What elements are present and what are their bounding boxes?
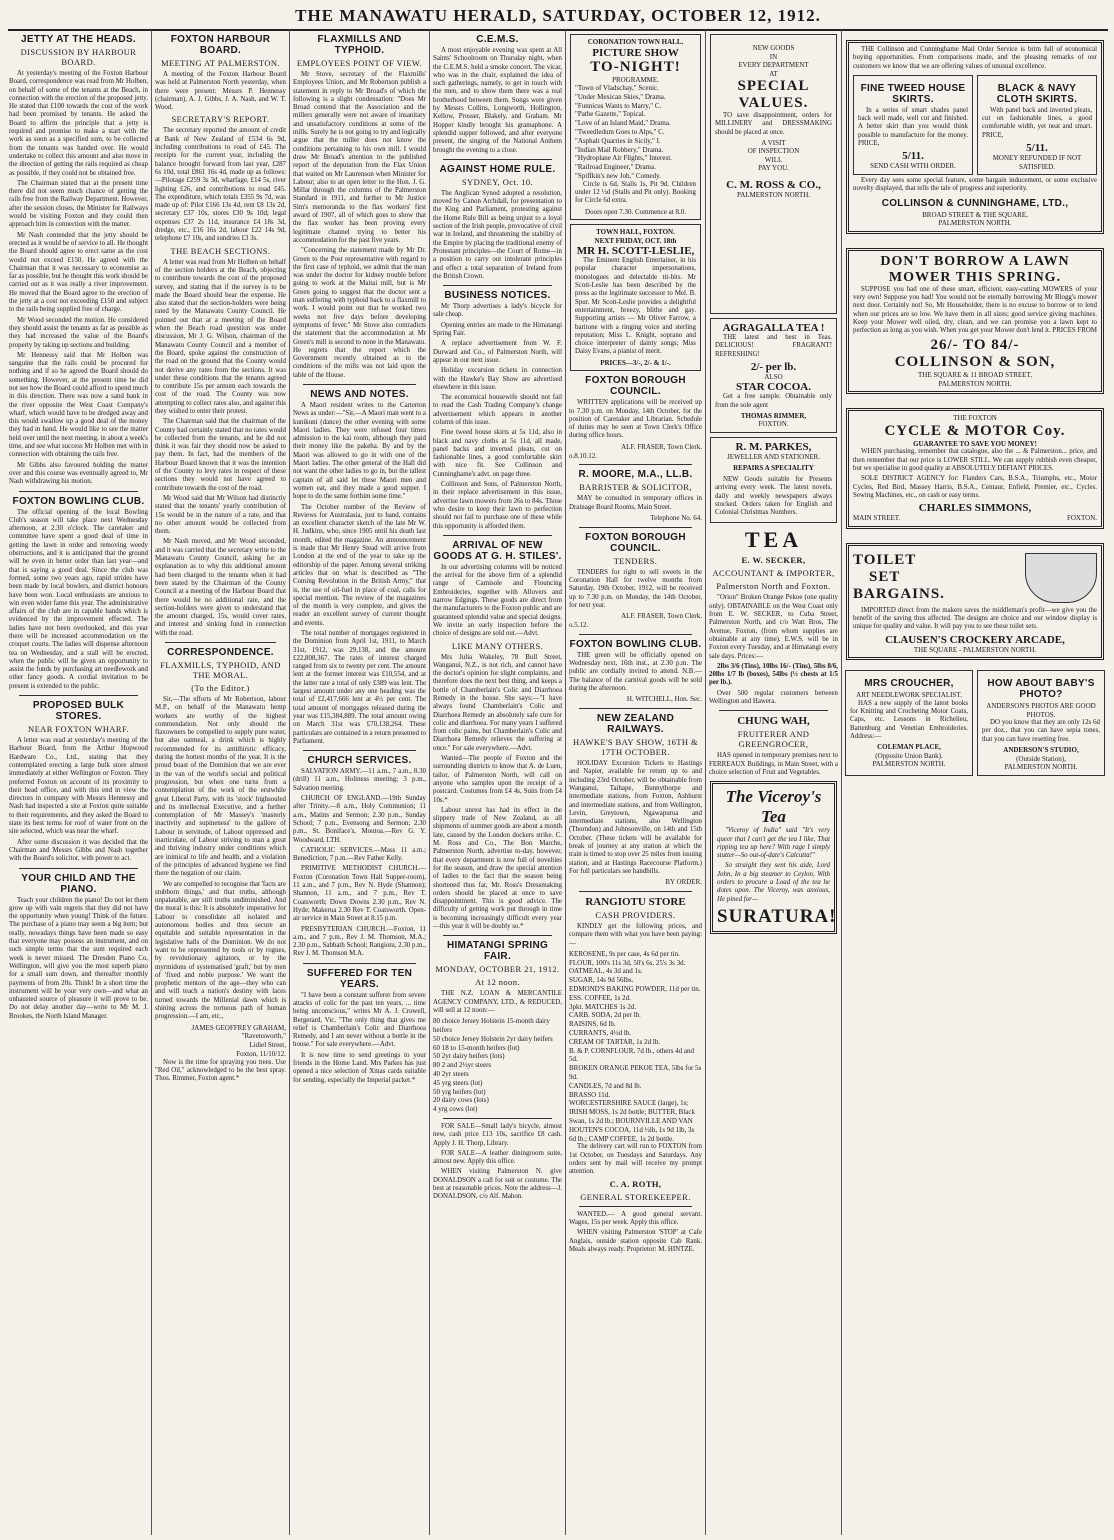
ad-price: 2/- per lb. bbox=[750, 360, 797, 373]
paragraph: Mr Hennessy said that Mr Holben was sanguine that the rails could be procured for nothing and if so he agreed the Board should do something. However, at the present time he did not see how the Board could afford to spend much in this direction. There was now a sand bank in the river opposite the West Coast Company's wharf, which would have to be dredged away and this would swallow up a good deal of the money they had in hand. He would like to see the matter held over until the next meeting, in about a week's time, and see what success Mr Holben met with in connection with obtaining the rails free. bbox=[9, 351, 148, 459]
list-item: 80 choice Jersey Holstein 15-month dairy heifers bbox=[433, 1017, 550, 1034]
list-item: 80 2 and 2½yr steers bbox=[433, 1061, 492, 1070]
paragraph: "Orion" Broken Orange Pekoe (one quality only). OBTAINABLE on the West Coast only from E. W. SECKER, to Cuba Street, Palmerston North, and c/o Watt Bros, The Avenue, Foxton, (from whom supplies are obtainable at any time). E.W.S. will be in Foxton every Tuesday, and at Himatangi every sale days. Prices:— bbox=[709, 594, 838, 660]
ad-collinson-cunninghame bbox=[846, 40, 1104, 234]
paragraph: "Concerning the statement made by Mr Dr. Green to the Post representative with regard to the first case of typhoid, we admit that the man was under the doctor for kidney trouble before going to work at the Maitai mill, but is Mr Green going to suggest that the doctor sent a man suffering with typhoid back to a flaxmill to work. I would point out that he worked two weeks not five days before developing symptoms of fever." Mr Stove also contradicts the statement that the accommodation at Mr Green's mill is second to none in the Manawatu. He regrets that the report which the Government recently obtained as to the conditions of the mills was not laid upon the table of the House. bbox=[293, 247, 426, 379]
paragraph: Mr Wood seconded the motion. He considered they should assist the tenants as far as possible as they had increased the value of the Board's property by taking up sections and building. bbox=[9, 316, 148, 349]
paragraph: Mr Nash moved, and Mr Wood seconded, and it was carried that the secretary write to the Manawatu County Council, asking for an explanation as to why this additional amount had been charged to the tenants when it had been stated by the Chairman of the County Council at a meeting of the Harbour Board that there would be no additional rate, and the section-holders were given to understand that the amount charged, 15s, would cover rates, and interest and sinking fund in connection with the road. bbox=[155, 538, 286, 637]
notice-title: RANGIOTU STORE bbox=[585, 896, 686, 908]
signature: GENERAL STOREKEEPER. bbox=[580, 1191, 691, 1202]
headline-bulk-stores: PROPOSED BULK STORES. bbox=[32, 700, 125, 723]
ad-headline: CYCLE & MOTOR Coy. bbox=[884, 422, 1066, 439]
paragraph: Mr Thorp advertises a lady's bicycle for sale cheap. bbox=[433, 303, 562, 319]
ad-price: 26/- TO 84/- bbox=[930, 337, 1020, 354]
paragraph: Holiday excursion tickets in connection with the Hawke's Bay Show are advertised elsewhere in this issue. bbox=[433, 367, 562, 391]
ad-headline: HOW ABOUT BABY'S PHOTO? bbox=[987, 678, 1095, 701]
paragraph: SALVATION ARMY.—11 a.m., 7 a.m., 8.30 (drill) 11 a.m., Holiness meeting; 3 p.m., Salvation meeting. bbox=[293, 768, 426, 792]
ad-line: ALSO bbox=[764, 372, 783, 381]
ad-parkes bbox=[710, 437, 837, 523]
headline-spring-fair: HIMATANGI SPRING FAIR. bbox=[446, 940, 549, 963]
list-item: B. & P. CORNFLOUR, 7d lb., others 4d and 5d. bbox=[569, 1046, 695, 1064]
ad-name: THOMAS RIMMER, bbox=[740, 411, 807, 420]
column-1 bbox=[6, 30, 152, 1535]
ad-name: CHARLES SIMMONS, bbox=[918, 502, 1032, 515]
subhead: THE BEACH SECTIONS. bbox=[170, 245, 271, 256]
list-item: "Love of an Island Maid," Drama. bbox=[575, 119, 671, 128]
paragraph: Fine tweed house skirts at 5s 11d, also in black and navy cloths at 5s 11d, all made, panel backs and inverted pleats, cut on fashionable lines, a good comfortable skirt with nice fit. See Collinson and Cunninghame's advt. on page three. bbox=[433, 429, 562, 478]
ad-headline: CHUNG WAH, bbox=[737, 715, 810, 728]
signature: ALF. FRASER, Town Clerk. bbox=[621, 612, 702, 621]
ad-title: TOWN HALL, FOXTON. bbox=[596, 228, 675, 237]
subhead: EMPLOYEES POINT OF VIEW. bbox=[296, 58, 423, 68]
telephone: Telephone No. 64. bbox=[650, 513, 702, 522]
paragraph: Opening entries are made to the Himatangi Spring Fair. bbox=[433, 321, 562, 338]
ad-subhead: GUARANTEE TO SAVE YOU MONEY! bbox=[913, 439, 1037, 448]
list-item: SUGAR, 14s 9d 56lbs. bbox=[569, 976, 634, 985]
paragraph: Get a free sample. Obtainable only from the sole agent bbox=[715, 393, 832, 409]
ad-viceroy-tea bbox=[710, 781, 837, 934]
list-item: 60 18 to 15-month heifers (lot) bbox=[433, 1043, 520, 1052]
paragraph: With panel back and inverted pleats, cut on fashionable lines, a good comfortable width, yet neat and smart. PRICE, bbox=[982, 106, 1092, 139]
column-7 bbox=[842, 30, 1108, 1535]
sale-list bbox=[433, 1017, 562, 1114]
signature: C. A. ROTH, bbox=[609, 1178, 662, 1189]
list-item: "Pathe Gazette," Topical. bbox=[575, 110, 646, 119]
ad-line: WILL bbox=[764, 155, 783, 164]
divider bbox=[443, 159, 552, 160]
paragraph: Mr Gibbs also favoured holding the matter over and this course was eventually agreed to, Mr Nash withdrawing his motion. bbox=[9, 461, 148, 486]
paragraph: After some discussion it was decided that the Chairman and Messrs Gibbs and Nash together with the Board's solicitor, with power to act. bbox=[9, 838, 148, 863]
paragraph: WHEN purchasing, remember that catalogue, also the ... & Palmerston... price, and then remember that our price is LOWER STILL. We can supply rubbish even cheaper, but we specialise in good quality at ABSOLUTELY DEFIANT PRICES. bbox=[853, 448, 1097, 473]
paragraph: The Eminent English Entertainer, in his popular character impersonations, monologues and delectable tit-bits. Mr Scott-Leslie has been described by the press as the legitimate successor to Mel. B. Spur. Mr Scott-Leslie provides a delightful entertainment, breezy, blithe and gay. Supporting artists — Mr Oliver Farrow, a baritone with a ringing voice and sterling reputation; Miss L. Knight, soprano and choice interpreter of dainty songs; Miss Daisy Evans, a pianist of merit. bbox=[575, 257, 696, 356]
signature: H. WITCHELL, Hon. Sec. bbox=[626, 695, 702, 704]
divider bbox=[303, 963, 416, 964]
ad-address: COLEMAN PLACE, bbox=[877, 743, 941, 752]
ad-cm-ross bbox=[710, 34, 837, 314]
list-item: FLOUR, 100's 11s 3d, 50's 6s, 25's 3s 3d. bbox=[569, 958, 686, 967]
ad-headline-block bbox=[853, 552, 1025, 603]
divider bbox=[579, 1206, 692, 1207]
ad-line: REPAIRS A SPECIALITY bbox=[733, 464, 814, 473]
paragraph: KINDLY get the following prices, and compare them with what you have been paying:— bbox=[569, 923, 702, 947]
divider bbox=[579, 891, 692, 892]
paragraph: "Viceroy of India" said "It's very queer that I can't get the tea I like, That ripping tea up here? With rage I simply stutter—So out-of-date's Calcutta!" bbox=[717, 827, 830, 860]
paragraph: Now is the time for spraying you trees. Use "Red Oil," acknowledged to be the best spray. Thos. Rimmer, Foxton agent.* bbox=[155, 1058, 286, 1083]
ad-headline: SPECIAL bbox=[737, 78, 810, 94]
ad-address: BROAD STREET & THE SQUARE, bbox=[922, 210, 1028, 219]
ad-name: COLLINSON & SON, bbox=[894, 354, 1056, 371]
paragraph: The Chairman stated that at the present time there did not seem much chance of getting the rails free from the Railway Department. However, after the session closes, the Minister for Railways would be visiting Foxton and they could then approach him in connection with the matter. bbox=[9, 179, 148, 229]
offer-cloth-skirts bbox=[977, 75, 1097, 175]
dateline: SYDNEY, Oct. 10. bbox=[461, 176, 534, 187]
notice-title: NEW ZEALAND RAILWAYS. bbox=[596, 713, 675, 736]
paragraph: The official opening of the local Bowling Club's season will take place next Wednesday afternoon, at 2.30 o'clock. The caretaker and committee have spent a good deal of time in getting the lawn in order and removing weedy obstructions, and it is anticipated that the ground will be even in better order than last year—and that is saying a good deal. Since the club was formed, some two years ago, rapid strides have been made by local bowlers, and district honours have been won. Local enthusiasts are anxious to win even wider fame this year. The administrative affairs of the club are in capable hands which is evidenced by the improvement effected. The ladies have not been overlooked, and this year there will be increased accommodation on the croquet courts. The ladies will dispense afternoon tea on Wednesday, and a stall will be erected, when the public will be given an opportunity to assist the funds by purchasing art needlework and other fancy goods. A cordial invitation to be present is extended to the public. bbox=[9, 508, 148, 690]
paragraph: We are compelled to recognise that 'facts are stubborn things,' and that truths, although unpalatable, are still truths undiminished. And the moral is this: It is absolutely imperative for Labour to consolidate all isolated and autonomous bodies and thus secure an equitable and suitable representation in the legislative halls of the Dominion. We do not want to be represented by tools or by rogues, by revolutionary agitators, or by the myrmidons of systematised 'graft,' but by men of 'fixed and noble purpose.' We want the prophetic mentors of the age—they who can and will teach a nation's destiny with laces turned towards the Millenial dawn which is shining across the tortuous path of human progression.—I am, etc., bbox=[155, 880, 286, 1021]
ad-cycle-motor bbox=[846, 408, 1104, 528]
headline-suffered: SUFFERED FOR TEN YEARS. bbox=[306, 967, 413, 990]
paragraph: TO save disappointment, orders for MILLINERY and DRESSMAKING should be placed at once. bbox=[715, 112, 832, 136]
ad-headline: R. M. PARKES, bbox=[735, 440, 812, 453]
list-item: "Asphalt Quarries in Sicily," I. bbox=[575, 136, 661, 145]
headline-harbour-board: FOXTON HARBOUR BOARD. bbox=[170, 34, 271, 56]
paragraph: Wanted—The people of Foxton and the surrounding districts to know that A. de Luen, tailor, of Palmerston North, will call on anyone who samples upon the receipt of a postcard. Costumes from £4 4s, Suits from £4 10s.* bbox=[433, 755, 562, 804]
paragraph: Collinson and Sons, of Palmerston North, in their replace advertisement in this issue, advertise lawn mowers from 26s to 84s. Those who desire to keep their lawn to perfection should not fail to purchase one of these while this opportunity is afforded them. bbox=[433, 481, 562, 530]
divider bbox=[719, 710, 828, 711]
offer-price: 5/11. bbox=[1026, 142, 1048, 155]
wash-basin-icon bbox=[1025, 553, 1097, 603]
paragraph: The October number of the Review of Reviews for Australasia, just to hand, contains an excellent character sketch of the late Mr W. H. Judkins, who, since 1905 until his death last month, edited the magazine. An announcement is made that Mr Henry Stead will arrive from London at the end of the year to take up the editorship of the paper. Among several striking articles that on what is described as "The Coming Revolution in the British Army," that is, the use of oil-fuel in place of coal, calls for special mention. The review of the magazines of the month is very complete, and gives the reader an excellent survey of current thought and events. bbox=[293, 503, 426, 627]
ad-headline: TOILET bbox=[853, 552, 917, 569]
ad-tea-headline: TEA bbox=[744, 527, 803, 553]
ad-headline: The Viceroy's Tea bbox=[725, 787, 822, 827]
paragraph: WHEN visiting Palmerston N. give DONALDSON a call for suit or costume. The best at reasonable prices. Note the address—J. DONALDSON, c/o Alf. Mahon. bbox=[433, 1168, 562, 1201]
subhead: TENDERS. bbox=[613, 555, 658, 566]
ad-name: COLLINSON & CUNNINGHAME, LTD., bbox=[881, 197, 1069, 209]
paragraph: PRESBYTERIAN CHURCH.—Foxton, 11 a.m., and 7 p.m., Rev J. M. Thomson, M.A.; 2.30 p.m., Sabbath School; Rangiotu, 2.30 p.m., Rev J. M. Thomson M.A. bbox=[293, 925, 426, 958]
paragraph: A most enjoyable evening was spent at All Saints' Schoolroom on Thursday night, when the C.E.M.S. held a smoke concert. The vicar, who was in the chair, explained the idea of such gatherings, namely, to get in touch with the men, and to show them there was a real brotherhood between them. Songs were given by Messrs Collins, Longworth, Hollington, Kellow, Prosser, Blakely, and Graham. Mr Hopper kindly brought his gramaphone. A splendid supper followed, and after everyone present, the singing of the National Anthem brought the evening to a close. bbox=[433, 47, 562, 154]
paragraph: THE latest and best in Teas. DELICIOUS! FRAGRANT! REFRESHING! bbox=[715, 334, 832, 358]
paragraph: Mrs Julia Wakeley, 78 Bull Street, Wanganui, N.Z., is not rich, and cannot have the doctor's opinion for slight complaints, and therefore does the next best thing, and keeps a bottle of Chamberlain's Colic and Diarrhoea Remedy in the house. She says:—"I have always found Chamberlain's Colic and Diarrhoea Remedy an absolutely safe cure for colic and diarrhoea. For many years I suffered from colic pains, but Chamberlain's Colic and Diarrhoea Remedy relieves the suffering at once." For sale everywhere.—Advt. bbox=[433, 653, 562, 752]
ad-subhead: ART NEEDLEWORK SPECIALIST. bbox=[856, 691, 962, 700]
subhead: NEAR FOXTON WHARF. bbox=[28, 724, 129, 735]
list-item: CURRANTS, 4½d lb. bbox=[569, 1029, 632, 1038]
paragraph: Sir,—The efforts of Mr Robertson, labour M.P., on behalf of the Manawatu hemp workers are worthy of the highest commendation. Not only should the flaxowners be compelled to supply pure water, but also oatmeal, a drink which is highly recommended for its antithirstic efficacy, during the hottest months of the year. It is the proud boast of the Dominion that we are ever in the van of the world's social and political progression, but when one turns from a contemplation of the work of the erstwhile great Liberal Party, with its 'stock' highsouled and its intellectual Executive, and a further contemplation of Mr Massey's 'masterly inactivity and supineness' to the gallore of Labour in servitude, of Labour oppressed and inarticulate, of Labour striving to man a great and thriving industry under conditions which are inimical to life and health, and a violation of the principles of advanced hygiene we find there the negation of our claim. bbox=[155, 696, 286, 878]
offer-tweed-skirts bbox=[853, 75, 973, 175]
headline-flaxmills: FLAXMILLS AND TYPHOID. bbox=[317, 34, 402, 56]
signature: JAMES GEOFFREY GRAHAM, bbox=[191, 1023, 286, 1032]
subhead: SECRETARY'S REPORT. bbox=[171, 114, 270, 125]
ad-subhead: ACCOUNTANT & IMPORTER, bbox=[712, 568, 835, 579]
signature: Lidiel Street, bbox=[249, 1041, 286, 1050]
subhead: CASH PROVIDERS. bbox=[595, 910, 676, 920]
notice-title: FOXTON BOROUGH COUNCIL. bbox=[585, 375, 686, 398]
price-list bbox=[569, 950, 702, 1144]
list-item: 20 dairy cows (lots) bbox=[433, 1096, 489, 1105]
notice-title: FOXTON BOROUGH COUNCIL. bbox=[585, 531, 686, 554]
ad-headline: BARGAINS. bbox=[853, 586, 945, 603]
paragraph: NEW Goods suitable for Presents arriving every week. The latest novels, daily and weekly newspapers always stocked. Orders taken for English and Colonial Christmas Numbers. bbox=[715, 475, 832, 517]
ad-line: A VISIT bbox=[761, 138, 786, 147]
headline-business-notices: BUSINESS NOTICES. bbox=[444, 290, 551, 302]
ad-subhead: NEXT FRIDAY, OCT. 18th bbox=[594, 236, 677, 245]
paragraph: SUPPOSE you had one of these smart, efficient, easy-cutting MOWERS of your very own! Suppose you had! You would not be eternally borrowing Mr Blogg's mower next door. Certainly not! So, Mr Householder, there is no excuse to borrow or to lend when our prices are so low. We have them in all sizes; good service giving machines. Keep your Mower well oiled, dry, clean, and we can promise you a lawn kept to perfection as long as you wish. When you get your Mower don't lend it. PRICES FROM bbox=[853, 285, 1097, 335]
paragraph: CATHOLIC SERVICES.—Mass 11 a.m.; Benediction, 7 p.m.—Rev Father Kelly. bbox=[293, 846, 426, 863]
paragraph: A letter was read at yesterday's meeting of the Harbour Board, from the Arthur Hopwood Hardware Co., Ltd., stating that they contemplated erecting a large bulk store almost immediately at either Wellington or Foxton. They preferred Foxton on account of its proximity to their head office, and with this end in view the directors in company with Messrs Hennessy and Nash had inspected a site at Foxton quite suitable to their requirements, and they asked the Board to state its best terms for roof of water front on the site selected, which was near the wharf. bbox=[9, 737, 148, 836]
divider bbox=[579, 464, 692, 465]
ad-place: PALMERSTON NORTH. bbox=[938, 219, 1012, 228]
ad-headline: DON'T BORROW A LAWN MOWER THIS SPRING. bbox=[880, 253, 1070, 285]
ad-place: PALMERSTON NORTH. bbox=[736, 190, 811, 199]
ad-subhead: PROGRAMME. bbox=[612, 75, 659, 84]
ad-address: PALMERSTON NORTH. bbox=[872, 760, 946, 769]
ad-name: ANDERSON'S STUDIO, bbox=[1003, 746, 1079, 755]
list-item: 4 yrg cows (lot) bbox=[433, 1105, 478, 1114]
paragraph: Mr Wood said that Mr Wilson had distinctly stated that the tenants' yearly contribution of 15s would be in the nature of a rate, and that no other amount would be collected from them. bbox=[155, 494, 286, 536]
subhead: HAWKE'S BAY SHOW, 16TH & 17TH OCTOBER. bbox=[573, 737, 698, 758]
skirt-offers bbox=[853, 73, 1097, 177]
paragraph: TENDERS for right to sell sweets in the Coronation Hall for twelve months from Saturday, 19th October, 1912, will be received up to 7.30 p.m. on Monday, the 14th October, for next year. bbox=[569, 568, 702, 609]
paragraph: Teach your children the piano! Do not let them grow up with vain regrets that they did not have the opportunity when young! Think of the future. The purchase of a piano may seem a big item; but really, nowadays things have been made so easy that everyone may possess an instrument, and on such simple terms that the sum required each week is never missed. The Dresden Piano Co, Wellington, will give you the most superb piano for a small sum down, and thereafter monthly payments of from 20s. Think! In a short time the instrument will be your very own—and what an unhausted source of pleasure it will prove to be. Do not delay another day—write to Mr M. J. Brookes, the North Island Manager. bbox=[9, 896, 148, 1020]
list-item: EDMOND'S BAKING POWDER, 11d per tin. bbox=[569, 985, 701, 994]
notice-title: R. MOORE, M.A., LL.B. bbox=[578, 469, 693, 481]
ad-mrs-croucher bbox=[845, 670, 973, 775]
ad-address: THE SQUARE - PALMERSTON NORTH. bbox=[913, 645, 1037, 654]
offer-title: BLACK & NAVY CLOTH SKIRTS. bbox=[996, 82, 1078, 105]
paragraph: CHURCH OF ENGLAND.—19th Sunday after Trinity.—8 a.m., Holy Communion; 11 a.m., Matins and Sermon; 2.30 p.m., Sunday School; 7 p.m., Evensong and Sermon; 2.30 p.m., St. Boniface's, Moutoa.—Rev G. Y. Woodward, LTH. bbox=[293, 795, 426, 844]
paragraph: The secretary reported the amount of credit at Bank of New Zealand of £534 6s 9d, including contributions to road of £45. The receipts for the current year, including the balance brought forward from last year, £287 6s 10d, total £861 16s 4d, made up as follows:—Pilotage £259 3s 3d, wharfage, £14 5s, river lighting £26, and contributions to road £45. The expenditure, which totals £355 9s 7d, was made up of: Pilot £166 13s 4d, rent £8 13s 2d, secretary £37 10s, stores £30 9s 10d; legal expenses £37 2s 11d, insurance £4 18s 3d, dredge, etc., £16 16s 2d, labour £22 14s 9d, telephone £7 10s, and sundries £3 3s. bbox=[155, 127, 286, 243]
ad-footer: PRICES—3/-, 2/- & 1/-. bbox=[600, 358, 671, 367]
list-item: 50 2yr dairy heifers (lots) bbox=[433, 1052, 505, 1061]
paragraph: IMPORTED direct from the makers saves the middleman's profit—we give you the benefit of the saving thus affected. The designs are choice and our window display is unique for quality and value. It will pay you to see these toilet sets. bbox=[853, 606, 1097, 631]
offer-price: 5/11. bbox=[902, 150, 924, 163]
ad-headline: SURATURA! bbox=[717, 905, 837, 927]
subhead: LIKE MANY OTHERS. bbox=[451, 640, 544, 651]
ad-headline: MR H. SCOTT-LESLIE, bbox=[576, 245, 695, 258]
paragraph: A meeting of the Foxton Harbour Board was held at Palmerston North yesterday, when there were present: Messrs P. Hennessy (chairman), A. J. Gibbs, J. A. Nash, and W. T. Wood. bbox=[155, 71, 286, 112]
ad-line: OF INSPECTION bbox=[747, 147, 800, 156]
list-item: CARB. SODA, 2d per lb. bbox=[569, 1011, 641, 1020]
ad-street: MAIN STREET. bbox=[853, 514, 901, 523]
offer-footer: MONEY REFUNDED IF NOT SATISFIED. bbox=[992, 154, 1082, 171]
headline-piano: YOUR CHILD AND THE PIANO. bbox=[21, 872, 136, 895]
column-5 bbox=[566, 30, 706, 1535]
list-item: "Town of Vladschay," Scenic. bbox=[575, 84, 659, 92]
ad-address: THE SQUARE & 11 BROAD STREET, bbox=[918, 371, 1032, 380]
offer-footer: SEND CASH WITH ORDER. bbox=[870, 162, 956, 171]
list-item: BROKEN ORANGE PEKOE TEA, 5lbs for 5s 9d. bbox=[569, 1064, 702, 1082]
list-item: 3pkt. MATCHES 1s 2d. bbox=[569, 1002, 637, 1011]
divider bbox=[579, 708, 692, 709]
list-item: 50 yrg heifers (lot) bbox=[433, 1087, 486, 1096]
ad-name: E. W. SECKER, bbox=[741, 555, 806, 566]
ad-title: CORONATION TOWN HALL. bbox=[587, 38, 684, 46]
ad-headline: SET bbox=[869, 569, 901, 586]
notice-title: FOXTON BOWLING CLUB. bbox=[569, 638, 702, 650]
paragraph: MAY be consulted in temporary offices in Drainage Board Rooms, Main Street. bbox=[569, 495, 702, 511]
ad-address: (Opposite Union Bank). bbox=[875, 751, 943, 760]
paragraph: THE N.Z. LOAN & MERCANTILE AGENCY COMPANY, LTD., & REDUCED, will sell at 12 noon:— bbox=[433, 990, 562, 1014]
ad-headline: PICTURE SHOW bbox=[592, 46, 679, 59]
headline-cems: C.E.M.S. bbox=[476, 34, 519, 45]
list-item: OATMEAL, 4s 3d and 1s. bbox=[569, 967, 643, 976]
headline-jetty: JETTY AT THE HEADS. bbox=[21, 34, 136, 45]
paragraph: "I have been a constant sufferer from severe attacks of colic for the past ten years, ... time being unconscious," writes Mr A. J. Crowell, Bergerard, Vic. "The only thing that gives me relief is Chamberlain's Colic and Diarrhoea Remedy, and I am never without a bottle in the house." For sale everywhere.—Advt. bbox=[293, 991, 426, 1049]
column-4 bbox=[430, 30, 566, 1535]
ad-subhead: FRUITERER AND GREENGROCER, bbox=[737, 729, 810, 750]
paragraph: Every day sees some special feature, some bargain inducement, or some exclusive novelty displayed, that tells the tale of progress and superiority. bbox=[853, 177, 1097, 193]
paragraph: HAS opened in temporary premises next to FERREAUX Buildings, in Main Street, with a choice selection of Fruit and Vegetables. bbox=[709, 752, 838, 776]
headline-new-goods: ARRIVAL OF NEW GOODS AT G. H. STILES'. bbox=[433, 539, 562, 562]
subhead: BARRISTER & SOLICITOR, bbox=[579, 482, 692, 493]
paragraph: Labour unrest has had its effect in the slippery trade of New Zealand, as all shipments of summer goods are about a month late, caused by the London dockers strike. C. M. Ross and Co., The Bon Marche, Palmerston North, advertise to-day, however, that every department is now full of novelties for the season, and draw the special attention of ladies to the fact that the season being shortened thus far, Mr. Ross's Dressmaking orders should be placed at once to save disappointment. This is good advice. The difficulty of getting work put through in time is becoming increasingly difficult every year—this year it will be doubly so.* bbox=[433, 806, 562, 931]
subhead: FLAXMILLS, TYPHOID, AND THE MORAL. bbox=[160, 660, 281, 680]
paragraph: THE Collinson and Cunninghame Mail Order Service is brim full of economical buying opportunities. From comparisons made, and the pleasing remarks of our customers we know that we are offering values of unusual excellence. bbox=[853, 46, 1097, 70]
paragraph: The economical housewife should not fail to read the Cash Trading Company's change advertisement which appears in another column of this issue. bbox=[433, 394, 562, 426]
divider bbox=[443, 285, 552, 286]
ad-line: EVERY DEPARTMENT bbox=[738, 61, 809, 69]
ad-line: THE FOXTON bbox=[953, 414, 997, 423]
list-item: 40 2yr steers bbox=[433, 1069, 469, 1078]
paragraph: FOR SALE—Small lady's bicycle, almost new, cash price £13 10s, sacrifice £8 cash. Apply J. H. Thorp, Library. bbox=[433, 1122, 562, 1147]
paragraph: Circle is 6d, Stalls 1s, Pit 9d. Children under 12 ½d (Stalls and Pit only). Booking for Circle 6d extra. bbox=[575, 180, 696, 205]
paragraph: SOLE DISTRICT AGENCY for: Flanders Cars, B.S.A., Triumphs, etc., Motor Cycles, Red Bird, Massey Harris, B.S.A., Centaur, Enfield, Premier, etc., Cycles. Sewing Machines, etc., on cash or easy terms. bbox=[853, 475, 1097, 499]
headline-news-notes: NEWS AND NOTES. bbox=[310, 388, 409, 400]
offer-title: FINE TWEED HOUSE SKIRTS. bbox=[860, 82, 966, 105]
divider bbox=[19, 695, 138, 696]
ad-toilet-sets bbox=[846, 543, 1104, 660]
paragraph: At yesterday's meeting of the Foxton Harbour Board, correspondence was read from Mr Holben, on behalf of some of the tenants at the Beach, in connection with the erection of the proposed jetty. He stated that £100 towards the cost of the work had been promised by tenants. He asked the Board to affirm the principle that a jetty is required and promise to make a start with the work as soon as a specified sum, to be collected from the tenants was handed over. He would undertake to collect this amount and also move in the direction of getting the rails required as cheap as possible, if they could not be obtained free. bbox=[9, 70, 148, 177]
divider bbox=[443, 535, 552, 536]
paragraph: 2lbs 3/6 (Tins), 10lbs 16/- (Tins), 5lbs 8/6, 20lbs 1/7 lb (boxes), 54lbs (½ chests at 1/5 per lb.). bbox=[709, 662, 838, 687]
list-item: KEROSENE, 9s per case, 4s 6d per tin. bbox=[569, 949, 680, 958]
ad-place: PALMERSTON NORTH. bbox=[1004, 763, 1078, 772]
ad-address bbox=[853, 514, 1097, 523]
ad-headline: TO-NIGHT! bbox=[590, 58, 681, 75]
list-item: "Funnicus Wants to Marry," C. bbox=[575, 101, 662, 110]
signature: Foxton, 11/10/12. bbox=[236, 1049, 286, 1058]
divider bbox=[303, 384, 416, 385]
ad-lawn-mower bbox=[846, 248, 1104, 395]
paragraph: WHEN visiting Palmerston 'STOP' at Cafe Anglais, outside station opposite Cab Rank. Meals always ready. Proprietor: M. HINTZE. bbox=[569, 1229, 702, 1253]
paragraph: DO you know that they are only 12s 6d per doz., that you can have sepia tones, that you can have resetting free. bbox=[982, 719, 1100, 743]
ad-line: IN bbox=[769, 52, 778, 61]
column-2 bbox=[152, 30, 290, 1535]
paragraph: The delivery cart will run to FOXTON from 1st October, on Tuesdays and Saturdays. Any orders sent by mail will receive my prompt attention. bbox=[569, 1143, 702, 1176]
divider bbox=[579, 527, 692, 528]
paragraph: In a series of smart shades panel back well made, well cut and finished. A better skirt than you would think possible to manufacture for the money. PRICE, bbox=[858, 106, 968, 148]
list-item: "Railroad Engineer," Drama. bbox=[575, 163, 656, 172]
paragraph: HOLIDAY Excursion Tickets to Hastings and Napier, available for return up to and including 23rd October, will be obtainable from Wanganui, Taihape, Bunnythorpe and intermediate stations, from Foxton, Ashhurst and intermediate stations, and from Wellington, Levin, Greytown, Ngawapurua and intermediate stations, also Wellington (Thorndon) and Johnsonville, on 14th and 15th October. (These tickets will be available for break of journey at any station at which the train is timed to stop over 25 miles from issuing station, and at Hastings Racecourse Platform.) For full particulars see handbills. bbox=[569, 760, 702, 875]
subhead: (To the Editor.) bbox=[191, 683, 250, 693]
ad-place: FOXTON. bbox=[758, 420, 789, 429]
ad-subhead: JEWELLER AND STATIONER. bbox=[727, 452, 820, 461]
date: o.8.10.12. bbox=[569, 451, 597, 460]
paragraph: HAS a new supply of the latest books for Knitting and Crocheting Motor Coats, Caps, etc. Lessons in Richelieu, Battenburg and Venetian Embroideries. Address:— bbox=[850, 699, 968, 740]
ad-anderson-studio bbox=[977, 670, 1105, 775]
divider bbox=[19, 868, 138, 869]
paragraph: THE green will be officially opened on Wednesday next, 16th inst., at 2.30 p.m. The public are cordially invited to attend. N.B.—The balance of the carnival goods will be sold during the afternoon. bbox=[569, 651, 702, 692]
column-3 bbox=[290, 30, 430, 1535]
headline-church-services: CHURCH SERVICES. bbox=[307, 755, 412, 767]
paragraph: Mr Nash contended that the jetty should be erected as it would be of service to all. He thought the Board should agree to erect same as the cost would not exceed £150. He agreed with the Chairman that it was necessary to economise as far as possible, but he thought this work should be carried out as it was really a river improvement. He moved that the Board agree to the erection of the jetty at a cost not exceeding £150 and subject to the rails being supplied free of charge. bbox=[9, 231, 148, 314]
paragraph: So straight they sent his aide, Lord John, In a big steamer to Ceylon, With orders to procure a Load of the tea he dotes upon. The Viceroy, was anxious, He pined for— bbox=[717, 862, 830, 903]
divider bbox=[579, 634, 692, 635]
list-item: CANDLES, 7d and 8d lb. bbox=[569, 1081, 642, 1090]
subhead: MEETING AT PALMERSTON. bbox=[161, 58, 280, 68]
paragraph: The Chairman said that the chairman of the County had certainly stated that no rates would be collected from the tenants, and he did not think it was fair they should now be asked to pay them. In fact, had the members of the Harbour Board known that it was the intention of the County to levy rates in respect of these sections they would not have agreed to contribute towards the cost of the road. bbox=[155, 418, 286, 492]
divider bbox=[19, 491, 138, 492]
list-item: "Tweedledum Goes to Alps," C. bbox=[575, 127, 665, 136]
masthead: THE MANAWATU HERALD, SATURDAY, OCTOBER 12, 1912. bbox=[8, 6, 1108, 31]
ad-line: NEW GOODS bbox=[752, 44, 795, 52]
ad-agragalla-tea bbox=[710, 318, 837, 433]
ad-footer: Doors open 7.30. Commence at 8.0. bbox=[585, 207, 686, 216]
ad-headline: VALUES. bbox=[738, 95, 809, 111]
date: o.5.12. bbox=[569, 620, 589, 629]
headline-home-rule: AGAINST HOME RULE. bbox=[439, 163, 556, 175]
ad-headline: AGRAGALLA TEA ! bbox=[722, 322, 825, 334]
list-item: WORCESTERSHIRE SAUCE (large), 1s; IRISH MOSS, 1s 2d bottle; BUTTER, Black Swan, 1s 2d lb.; BOURNVILLE AND VAN HOUTEN'S COCOA, 11d ½lb, 1s 9d 1lb, 3s 6d lb.; CAMP COFFEE, 1s 2d bottle. bbox=[569, 1099, 696, 1143]
subhead: At 12 noon. bbox=[475, 977, 520, 988]
list-item: 50 choice Jersey Holstein 2yr dairy heifers bbox=[433, 1034, 553, 1043]
ad-line: PAY YOU. bbox=[758, 164, 789, 173]
ad-name: C. M. ROSS & CO., bbox=[726, 178, 821, 191]
paragraph: A letter was read from Mr Holben on behalf of the section holders at the Beach, objecting to contribute towards the cost of the proposed survey, and stating that if the survey is to be made the Board should bear the expense. He also stated that the section-holders were being rated by the Manawatu County Council. He pointed out that at a meeting of the Board when the Beach road question was under discussion, Mr J. G. Wilson, chairman of the Manawatu County Council and a member of the Board, spoke against the construction of the road on the ground that the County would not derive any rates from the sections. It was under these conditions that the tenants agreed to contribute 15s per annum each towards the cost of the road. The County was now attempting to collect rates also, and against this they wished to enter their protest. bbox=[155, 258, 286, 415]
ad-place: PALMERSTON NORTH. bbox=[938, 379, 1012, 388]
paragraph: FOR SALE—A leather diningroom suite, almost new. Apply this office. bbox=[433, 1149, 562, 1166]
list-item: "Spiffkin's new Job," Comedy. bbox=[575, 171, 661, 180]
paragraph: In our advertising columns will be noticed the arrival for the above firm of a splendid range of Camisole and Flouncing Embroideries, together with Allovers and narrow Edgings. These goods are direct from the manufacturers to the Foxton public and are guaranteed splendid value and special designs. We invite an early inspection before the choice of designs are sold out.—Advt. bbox=[433, 563, 562, 638]
bottom-ads bbox=[845, 670, 1105, 775]
subhead: MONDAY, OCTOBER 21, 1912. bbox=[435, 964, 560, 975]
divider bbox=[165, 642, 276, 643]
ad-name: MRS CROUCHER, bbox=[864, 678, 954, 690]
divider bbox=[303, 750, 416, 751]
list-item: "Indian Mail Robbery," Drama. bbox=[575, 145, 664, 154]
paragraph: Over 500 regular customers between Wellington and Hawera. bbox=[709, 689, 838, 706]
paragraph: The total number of mortgages registered in the Dominion from April 1st, 1911, to March 31st, 1912, was 29,138, and the amount £22,808,367. The rates of interest charged ranged from six to twenty per cent. The amount lent at the former interest was £10,554, and at the latter rate a total of only £389 was lent. The largest amount under any one heading was the total of £2,417,666 lent at 4½ per cent. The total amount of mortgages released during the year was £15,384,889. The total amount owing on March 31st was £70,138,264. These particulars are contained in a return presented to Parliament. bbox=[293, 630, 426, 745]
ad-subhead: ANDERSON'S PHOTOS ARE GOOD PHOTOS. bbox=[986, 702, 1096, 719]
headline-correspondence: CORRESPONDENCE. bbox=[167, 647, 274, 658]
headline-bowling: FOXTON BOWLING CLUB. bbox=[12, 495, 145, 507]
ad-headline: STAR COCOA. bbox=[736, 381, 811, 394]
paragraph: The Anglican Synod adopted a resolution, moved by Canon Archdall, for presentation to the King and Parliament, protesting against the Home Rule Bill as being unjust to a loyal section of the Irish people, provocative of civil war in Ireland, and threatening the stability of the Empire by placing the traditional enemy of Protestant principles—the Court of Rome—in a position to carry out intolerant principles and effect a total separation of Ireland from the British Crown. bbox=[433, 189, 562, 280]
paragraph: WRITTEN applications will be received up to 7.30 p.m. on Monday, 14th October, for the position of Caretaker and Librarian. Schedule of duties may be seen at Town Clerk's Office during office hours. bbox=[569, 399, 702, 440]
column-6 bbox=[706, 30, 842, 1535]
paragraph: WANTED.— A good general servant. Wages, 15s per week. Apply this office. bbox=[569, 1210, 702, 1226]
subhead: DISCUSSION BY HARBOUR BOARD. bbox=[20, 47, 137, 67]
page-columns bbox=[6, 30, 1108, 1535]
list-item: "Hydroplane Air Flights," Interest. bbox=[575, 154, 672, 163]
ad-place: FOXTON. bbox=[1066, 514, 1097, 523]
signature: "Ravensworth," bbox=[241, 1032, 286, 1041]
list-item: RAISINS, 6d lb. bbox=[569, 1020, 616, 1029]
signature: ALF. FRASER, Town Clerk. bbox=[621, 442, 702, 451]
ad-address: (Outside Station), bbox=[1016, 754, 1066, 763]
programme-list bbox=[575, 84, 696, 181]
paragraph: Mr Stove, secretary of the Flaxmills' Employees Union, and Mr Robertson publish a statement in reply to Mr Broad's of which the following is a slight condensation: "Does Mr Broad contend that the Association and the millers generally were not aware of insanitary and unsatisfactory conditions at some of the mills. Surely he is not going to try and logically argue that the miller does not know the conditions pertaining to his own mill. I would draw Mr Broad's attention to the published report of the deputation from the Flax Union that waited on Mr Laurenson when Minister for Labour; also to an open letter to the Hon. J. G. Millar through the columns of the Palmerston Standard in 1911, and further to Mr Justice Sim's memoranda to the flax workers' first award of 1907, all of which goes to show that the flax worker has been proving every legitimate channel trying to better his accommodation for the past five years. bbox=[293, 71, 426, 244]
list-item: "Under Mexican Skies," Drama. bbox=[575, 92, 666, 101]
ad-coronation-hall bbox=[570, 34, 701, 220]
signature: BY ORDER. bbox=[665, 878, 702, 887]
paragraph: It is now time to send greetings to your friends in the Home Land. Mrs Parkes has just opened a nice selection of Xmas cards suitable for sending, especially the Imperial packet.* bbox=[293, 1051, 426, 1084]
paragraph: A replace advertisement from W. F. Durward and Co., of Palmerston North, will appear in our next issue. bbox=[433, 340, 562, 364]
ad-place: Palmerston North and Foxton. bbox=[716, 581, 831, 592]
list-item: CREAM OF TARTAR, 1s 2d lb. bbox=[569, 1037, 661, 1046]
list-item: ESS. COFFEE, 1s 2d. bbox=[569, 993, 631, 1002]
paragraph: PRIMITIVE METHODIST CHURCH.—Foxton (Coronation Town Hall Supper-room), 11 a.m., and 7 p.m., Rev N. Hyde (Shannon); Shannon, 11 a.m., and 7 p.m., Rev T. Coatsworth; Down Downs 2.30 p.m., Rev N. Hyde; Makerua 2.30 Rev T. Coatsworth. Open-air service in Main Street at 8.15 p.m. bbox=[293, 865, 426, 923]
divider bbox=[443, 1118, 552, 1119]
ad-line: AT bbox=[769, 69, 778, 78]
paragraph: A Maori resident writes to the Carterton News as under:—"Sir,—A Maori man went to a kunikuni (dance) the other evening with some Maori ladies. They were refused four times admission to the kai room, although they paid their money like the pakeha. By and by the Maori was allowed to go in with one of the Maori ladies. The other general of the Hall did not want the other ladies to go in, but the tallest captain of all said let these Maori men and women eat, and they made a good supper. I hope to do the same forthim some time." bbox=[293, 401, 426, 501]
list-item: BRASSO 11d. bbox=[569, 1090, 610, 1099]
list-item: 45 yrg steers (lot) bbox=[433, 1078, 483, 1087]
divider bbox=[443, 935, 552, 936]
ad-town-hall bbox=[570, 224, 701, 371]
ad-name: CLAUSEN'S CROCKERY ARCADE, bbox=[885, 633, 1065, 646]
